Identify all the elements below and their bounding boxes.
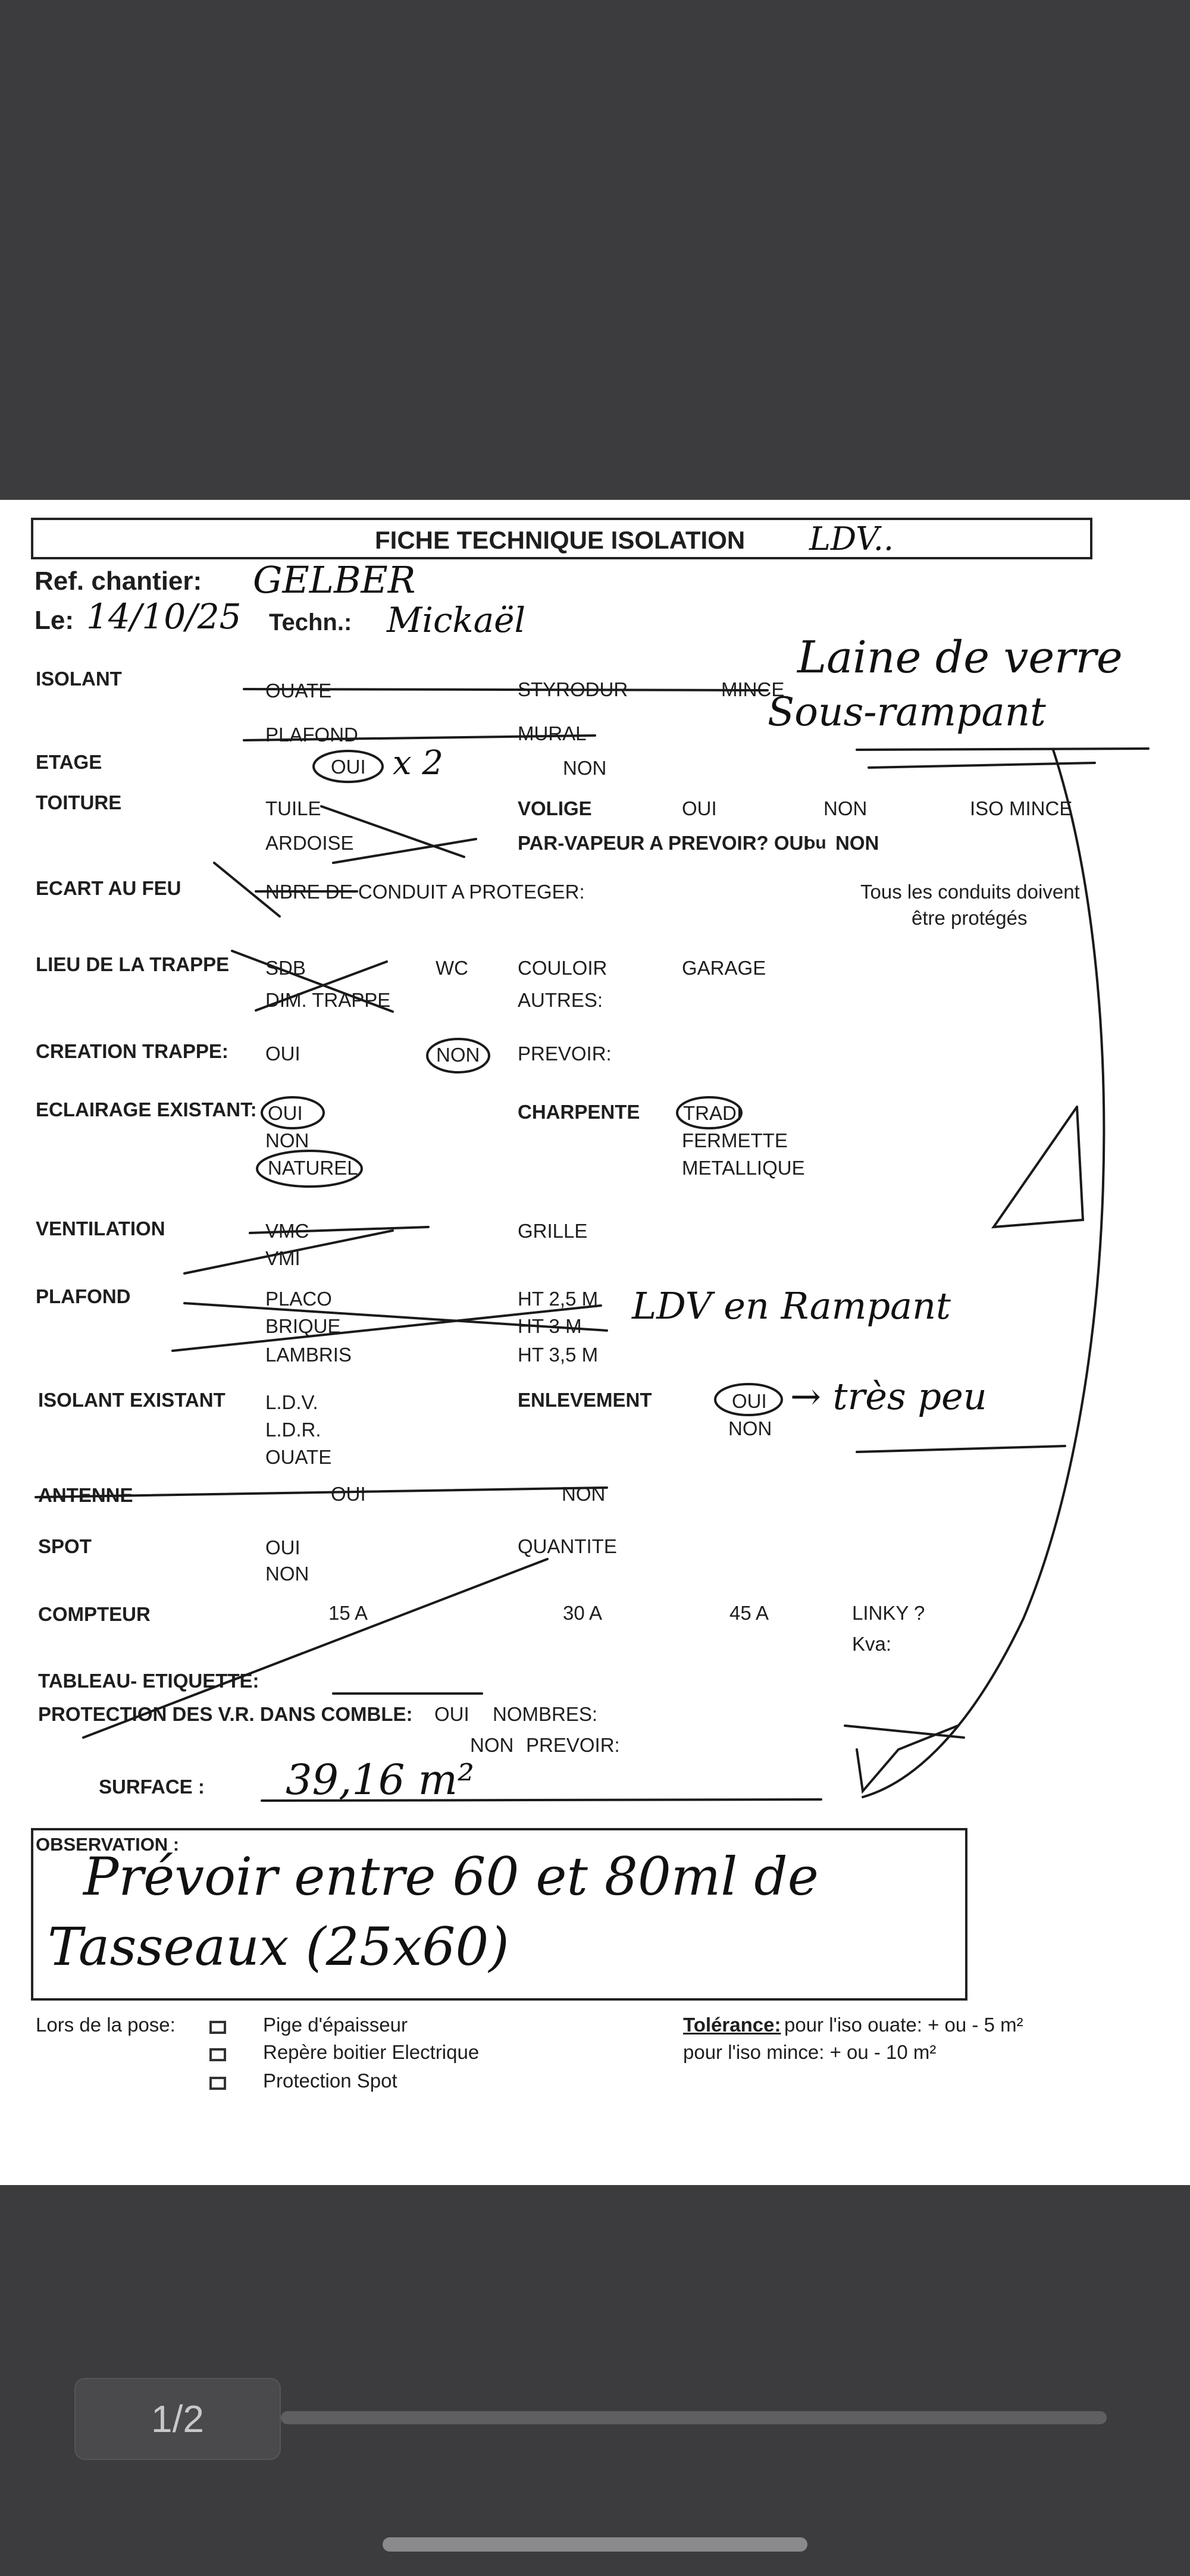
plafond-ht35: HT 3,5 M xyxy=(518,1344,599,1366)
protection-oui: OUI xyxy=(434,1703,469,1725)
pose-label: Lors de la pose: xyxy=(36,2014,176,2036)
etage-label: ETAGE xyxy=(36,751,102,773)
creation-non: NON xyxy=(436,1044,480,1066)
toiture-par-vapeur: PAR-VAPEUR A PREVOIR? OUI xyxy=(518,832,809,854)
isolant-existant-ldr: L.D.R. xyxy=(265,1419,321,1441)
creation-label: CREATION TRAPPE: xyxy=(36,1040,228,1062)
isolant-existant-label: ISOLANT EXISTANT xyxy=(38,1389,226,1411)
isolant-note-laine: Laine de verre xyxy=(797,632,1123,683)
tolerance-line1: pour l'iso ouate: + ou - 5 m² xyxy=(784,2014,1023,2036)
isolant-existant-ouate: OUATE xyxy=(265,1446,332,1468)
compteur-label: COMPTEUR xyxy=(38,1603,151,1625)
eclairage-oui: OUI xyxy=(268,1102,303,1124)
pose-item-2: Repère boitier Electrique xyxy=(263,2041,480,2063)
title-handwritten: LDV.. xyxy=(809,520,894,558)
document-page xyxy=(0,500,1190,2185)
creation-oui: OUI xyxy=(265,1043,300,1065)
spot-non: NON xyxy=(265,1563,309,1585)
trappe-wc: WC xyxy=(436,957,468,979)
ventilation-label: VENTILATION xyxy=(36,1217,165,1240)
compteur-45a: 45 A xyxy=(729,1602,769,1624)
plafond-note: LDV en Rampant xyxy=(632,1284,951,1328)
toiture-iso-mince: ISO MINCE xyxy=(970,797,1073,819)
toiture-ardoise: ARDOISE xyxy=(265,832,354,854)
antenne-label: ANTENNE xyxy=(38,1484,133,1506)
compteur-15a: 15 A xyxy=(328,1602,368,1624)
toiture-non2: NON xyxy=(835,832,879,854)
protection-non: NON xyxy=(470,1734,514,1756)
eclairage-non: NON xyxy=(265,1129,309,1151)
isolant-mural: MURAL xyxy=(518,722,587,744)
techn-value: Mickaël xyxy=(387,600,526,640)
observation-line1: Prévoir entre 60 et 80ml de xyxy=(83,1846,819,1907)
form-title: FICHE TECHNIQUE ISOLATION xyxy=(375,526,746,554)
page-scrollbar[interactable] xyxy=(281,2411,1107,2424)
enlevement-non: NON xyxy=(728,1417,772,1439)
charpente-metallique: METALLIQUE xyxy=(682,1157,805,1179)
plafond-brique: BRIQUE xyxy=(265,1315,341,1337)
enlevement-note: → très peu xyxy=(790,1375,987,1418)
etage-oui: OUI xyxy=(331,756,366,778)
page-indicator-text: 1/2 xyxy=(151,2397,204,2440)
ventilation-grille: GRILLE xyxy=(518,1220,588,1242)
etage-non: NON xyxy=(563,757,607,779)
compteur-linky: LINKY ? xyxy=(852,1602,925,1624)
isolant-ouate: OUATE xyxy=(265,680,332,702)
trappe-couloir: COULOIR xyxy=(518,957,607,979)
plafond-lambris: LAMBRIS xyxy=(265,1344,352,1366)
antenne-non: NON xyxy=(562,1483,606,1505)
tolerance-label: Tolérance: xyxy=(683,2014,781,2036)
techn-label: Techn.: xyxy=(269,609,352,636)
surface-value: 39,16 m² xyxy=(286,1755,475,1804)
ref-label: Ref. chantier: xyxy=(35,566,202,596)
plafond-ht3: HT 3 M xyxy=(518,1315,582,1337)
compteur-30a: 30 A xyxy=(563,1602,603,1624)
antenne-oui: OUI xyxy=(331,1483,366,1505)
pose-item-3: Protection Spot xyxy=(263,2070,397,2092)
ventilation-vmi: VMI xyxy=(265,1247,300,1269)
isolant-mince: MINCE xyxy=(721,678,785,700)
trappe-label: LIEU DE LA TRAPPE xyxy=(36,953,230,975)
tableau-label: TABLEAU- ETIQUETTE: xyxy=(38,1670,259,1692)
ecart-note2: être protégés xyxy=(912,907,1028,929)
pose-checkbox-2[interactable] xyxy=(209,2048,226,2061)
charpente-fermette: FERMETTE xyxy=(682,1129,788,1151)
plafond-ht25: HT 2,5 M xyxy=(518,1288,599,1310)
ecart-label: ECART AU FEU xyxy=(36,877,181,899)
creation-prevoir: PREVOIR: xyxy=(518,1043,612,1065)
compteur-kva: Kva: xyxy=(852,1633,892,1655)
ventilation-vmc: VMC xyxy=(265,1220,309,1242)
charpente-tradi: TRADI xyxy=(683,1102,742,1124)
observation-line2: Tasseaux (25x60) xyxy=(48,1916,509,1977)
isolant-label: ISOLANT xyxy=(36,668,122,690)
le-label: Le: xyxy=(35,606,74,635)
plafond-placo: PLACO xyxy=(265,1288,332,1310)
home-indicator[interactable] xyxy=(383,2537,807,2552)
isolant-styrodur: STYRODUR xyxy=(518,678,628,700)
isolant-existant-ldv: L.D.V. xyxy=(265,1391,318,1413)
spot-quantite: QUANTITE xyxy=(518,1535,617,1557)
protection-label: PROTECTION DES V.R. DANS COMBLE: xyxy=(38,1703,413,1725)
pose-item-1: Pige d'épaisseur xyxy=(263,2014,408,2036)
eclairage-label: ECLAIRAGE EXISTANT: xyxy=(36,1098,257,1120)
ecart-note1: Tous les conduits doivent xyxy=(860,881,1080,903)
isolant-note-rampant: Sous-rampant xyxy=(768,689,1046,735)
ref-value: GELBER xyxy=(253,558,416,602)
isolant-plafond: PLAFOND xyxy=(265,724,358,746)
ecart-nbre: NBRE DE CONDUIT A PROTEGER: xyxy=(265,881,585,903)
trappe-sdb: SDB xyxy=(265,957,306,979)
plafond-label: PLAFOND xyxy=(36,1285,131,1307)
protection-nombres: NOMBRES: xyxy=(493,1703,598,1725)
eclairage-naturel: NATUREL xyxy=(268,1157,358,1179)
toiture-ou: ou xyxy=(804,833,826,853)
protection-prevoir: PREVOIR: xyxy=(526,1734,620,1756)
trappe-autres: AUTRES: xyxy=(518,989,603,1011)
toiture-non: NON xyxy=(823,797,868,819)
tolerance-line2: pour l'iso mince: + ou - 10 m² xyxy=(683,2041,937,2063)
etage-times: x 2 xyxy=(393,744,444,782)
observation-label: OBSERVATION : xyxy=(36,1834,180,1855)
le-value: 14/10/25 xyxy=(86,596,242,637)
page-indicator[interactable] xyxy=(74,2378,281,2460)
toiture-tuile: TUILE xyxy=(265,797,321,819)
toiture-volige: VOLIGE xyxy=(518,797,592,819)
toiture-oui: OUI xyxy=(682,797,717,819)
charpente-label: CHARPENTE xyxy=(518,1101,640,1123)
trappe-dim: DIM. TRAPPE xyxy=(265,989,391,1011)
pose-checkbox-3[interactable] xyxy=(209,2077,226,2090)
toiture-label: TOITURE xyxy=(36,791,122,813)
trappe-garage: GARAGE xyxy=(682,957,766,979)
enlevement-label: ENLEVEMENT xyxy=(518,1389,652,1411)
enlevement-oui: OUI xyxy=(732,1390,767,1412)
spot-label: SPOT xyxy=(38,1535,92,1557)
pose-checkbox-1[interactable] xyxy=(209,2021,226,2034)
surface-label: SURFACE : xyxy=(99,1776,205,1798)
spot-oui: OUI xyxy=(265,1536,300,1558)
